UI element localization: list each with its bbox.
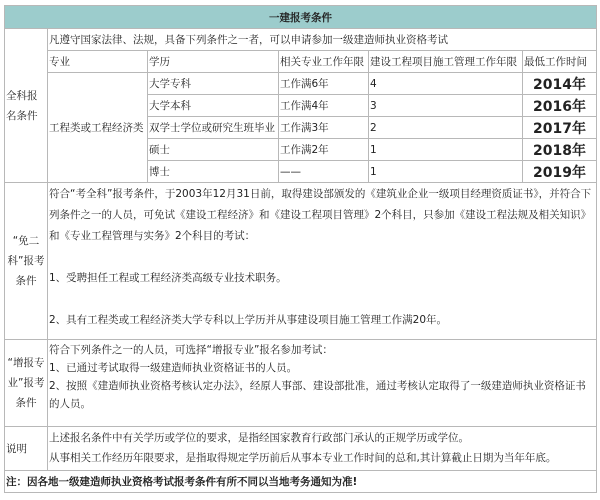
full-label: 全科报名条件 [5,29,48,183]
table-row [5,73,597,95]
header-education: 学历 [148,51,279,73]
min-year-cell: 2016年 [523,95,597,117]
years-cell: 工作满2年 [279,139,369,161]
years-cell: —— [279,161,369,183]
full-intro: 凡遵守国家法律、法规，具备下列条件之一者，可以申请参加一级建造师执业资格考试 [48,29,597,51]
edu-cell: 硕士 [148,139,279,161]
edu-cell: 大学专科 [148,73,279,95]
years-cell: 工作满6年 [279,73,369,95]
min-year-cell: 2019年 [523,161,597,183]
notes-label: 说明 [5,427,48,471]
edu-cell: 博士 [148,161,279,183]
mgmt-cell: 1 [369,139,523,161]
edu-cell: 双学士学位或研究生班毕业 [148,117,279,139]
min-year-cell: 2017年 [523,117,597,139]
header-min-time: 最低工作时间 [523,51,597,73]
exempt-content [48,183,597,340]
add-label: “增报专业”报考条件 [5,340,48,427]
add-content [48,340,597,427]
header-major: 专业 [48,51,148,73]
mgmt-cell: 1 [369,161,523,183]
mgmt-cell: 2 [369,117,523,139]
min-year-cell: 2018年 [523,139,597,161]
mgmt-cell: 4 [369,73,523,95]
mgmt-cell: 3 [369,95,523,117]
exam-conditions-table [4,5,597,493]
years-cell: 工作满4年 [279,95,369,117]
add-item-2: 2、按照《建造师执业资格考核认定办法》，经原人事部、建设部批准，通过考核认定取得了一级建造师执业资格证书的人员。 [49,380,586,410]
major-cell: 工程类或工程经济类 [48,73,148,183]
notes-content [48,427,597,471]
header-work-years: 相关专业工作年限 [279,51,369,73]
notes-line-1: 上述报名条件中有关学历或学位的要求，是指经国家教育行政部门承认的正规学历或学位。 [49,432,469,444]
exempt-item-2: 2、具有工程类或工程经济类大学专科以上学历并从事建设项目施工管理工作满20年。 [49,314,448,326]
footer-note: 注：因各地一级建造师执业资格考试报考条件有所不同以当地考务通知为准! [5,471,597,493]
add-item-1: 1、已通过考试取得一级建造师执业资格证书的人员。 [49,362,298,374]
notes-line-2: 从事相关工作经历年限要求，是指取得规定学历前后从事本专业工作时间的总和,其计算截止日期为当年年底。 [49,452,557,464]
years-cell: 工作满3年 [279,117,369,139]
edu-cell: 大学本科 [148,95,279,117]
exempt-text: 符合“考全科”报考条件，于2003年12月31日前，取得建设部颁发的《建筑业企业一级项目经理资质证书》，并符合下列条件之一的人员，可免试《建设工程经济》和《建设工程项目管理》2个科目，只参加《建设工程法规及相关知识》和《专业工程管理与实务》2个科目的考试： [49,188,592,242]
table-title: 一建报考条件 [5,6,597,29]
min-year-cell: 2014年 [523,73,597,95]
exempt-item-1: 1、受聘担任工程或工程经济类高级专业技术职务。 [49,272,287,284]
add-text: 符合下列条件之一的人员，可选择“增报专业”报名参加考试： [49,344,333,356]
header-mgmt-years: 建设工程项目施工管理工作年限 [369,51,523,73]
exempt-label: “免二科”报考条件 [5,183,48,340]
